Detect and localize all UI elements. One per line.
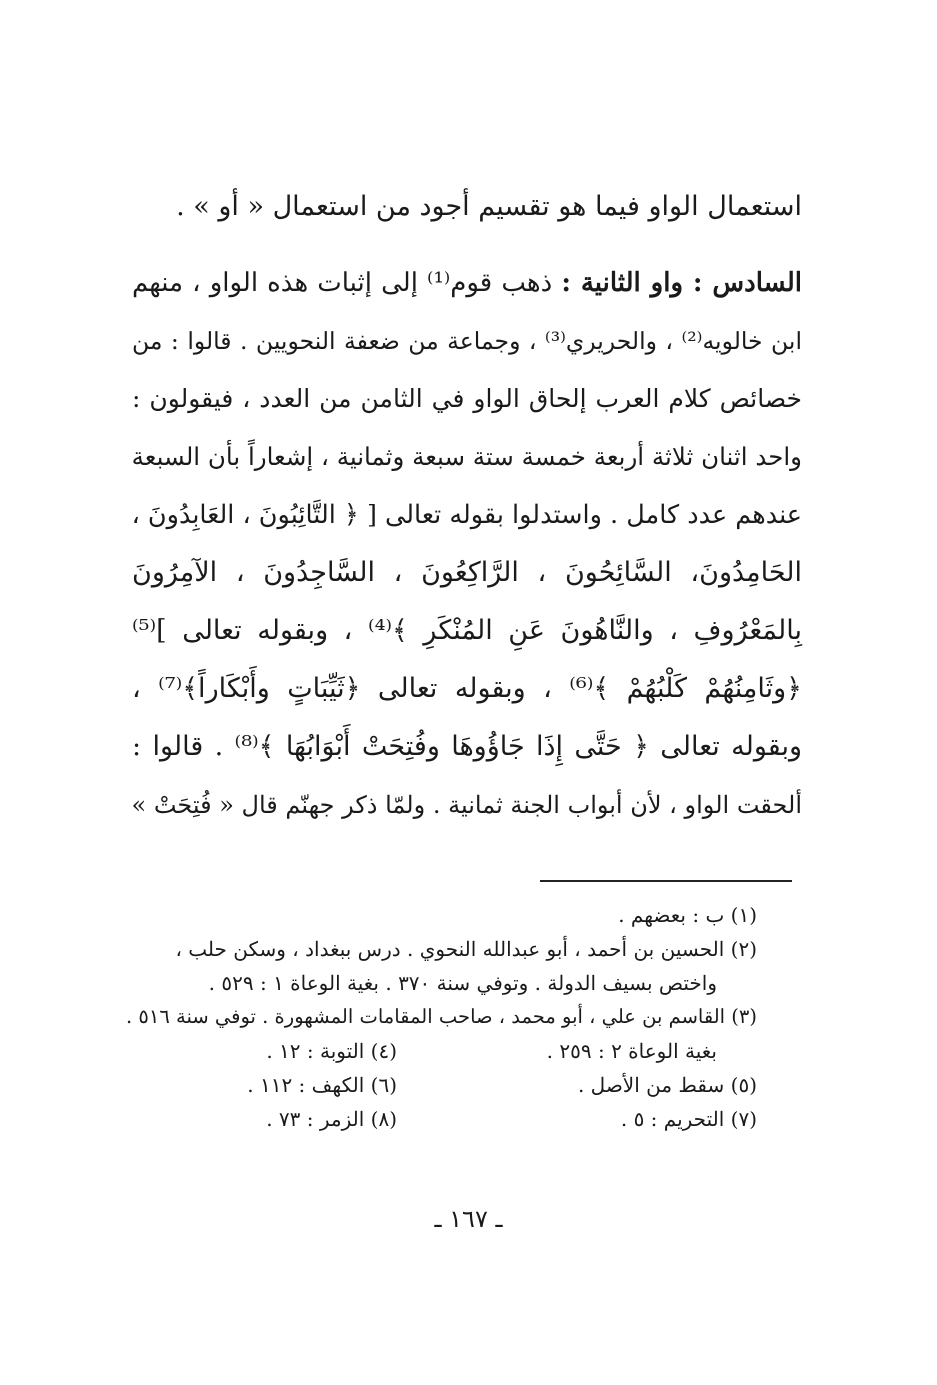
footnote-divider [540,880,792,882]
text-line-6: عندهم عدد كامل . واستدلوا بقوله تعالى [ ﴿ التَّائِبُونَ ، العَابِدُونَ ، [131,500,802,530]
main-text-body [132,178,802,834]
section-heading-sixth: السادس : واو الثانية : [561,268,802,298]
footnote-2-continued: واختص بسيف الدولة . وتوفي سنة ٣٧٠ . بغية الوعاة ١ : ٥٢٩ . [208,971,717,995]
footnote-7: (٧) التحريم : ٥ . [620,1107,757,1131]
text-line-5: واحد اثنان ثلاثة أربعة خمسة ستة سبعة وثمانية ، إشعاراً بأن السبعة [131,442,802,471]
footnote-3: (٣) القاسم بن علي ، أبو محمد ، صاحب المقامات المشهورة . توفي سنة ٥١٦ . [125,1005,757,1028]
footnote-1: (١) ب : بعضهم . [618,903,757,927]
text-line-4: خصائص كلام العرب إلحاق الواو في الثامن من العدد ، فيقولون : [132,384,802,413]
text-line-3: ابن خالويه⁽²⁾ ، والحريري⁽³⁾ ، وجماعة من ضعفة النحويين . قالوا : من [132,327,802,355]
footnote-3-continued: بغية الوعاة ٢ : ٢٥٩ . [546,1039,717,1063]
footnote-row-5-6 [117,1068,757,1102]
footnote-4: (٤) التوبة : ١٢ . [266,1039,397,1063]
text-line-9: ﴿وثَامِنُهُمْ كَلْبُهُمْ ﴾⁽⁶⁾ ، وبقوله تعالى ﴿ثَيِّبَاتٍ وأَبْكَاراً﴾⁽⁷⁾ ، [132,673,802,704]
footnotes [117,898,757,1136]
footnote-6: (٦) الكهف : ١١٢ . [247,1073,397,1097]
footnote-5: (٥) سقط من الأصل . [577,1073,757,1097]
footnote-row-3-4 [117,1034,757,1068]
footnote-8: (٨) الزمر : ٧٣ . [266,1107,397,1131]
text-line-2-rest: ذهب قوم⁽¹⁾ إلى إثبات هذه الواو ، منهم [132,268,562,298]
text-line-11: ألحقت الواو ، لأن أبواب الجنة ثمانية . ولمّا ذكر جهنّم قال « فُتِحَتْ » [131,791,802,819]
text-line-1: استعمال الواو فيما هو تقسيم أجود من استعمال « أو » . [176,191,802,222]
footnote-2: (٢) الحسين بن أحمد ، أبو عبدالله النحوي . درس ببغداد ، وسكن حلب ، [175,937,757,961]
page-number: ـ ١٦٧ ـ [434,1205,503,1233]
text-line-7: الحَامِدُونَ، السَّائِحُونَ ، الرَّاكِعُونَ ، السَّاجِدُونَ ، الآمِرُونَ [132,557,802,588]
text-line-2 [132,254,802,312]
text-line-8: بِالمَعْرُوفِ ، والنَّاهُونَ عَنِ المُنْكَرِ ﴾⁽⁴⁾ ، وبقوله تعالى ]⁽⁵⁾ [132,615,803,646]
text-line-10: وبقوله تعالى ﴿ حَتَّى إِذَا جَاؤُوهَا وفُتِحَتْ أَبْوَابُهَا ﴾⁽⁸⁾ . قالوا : [132,731,802,762]
footnote-row-7-8 [117,1102,757,1136]
